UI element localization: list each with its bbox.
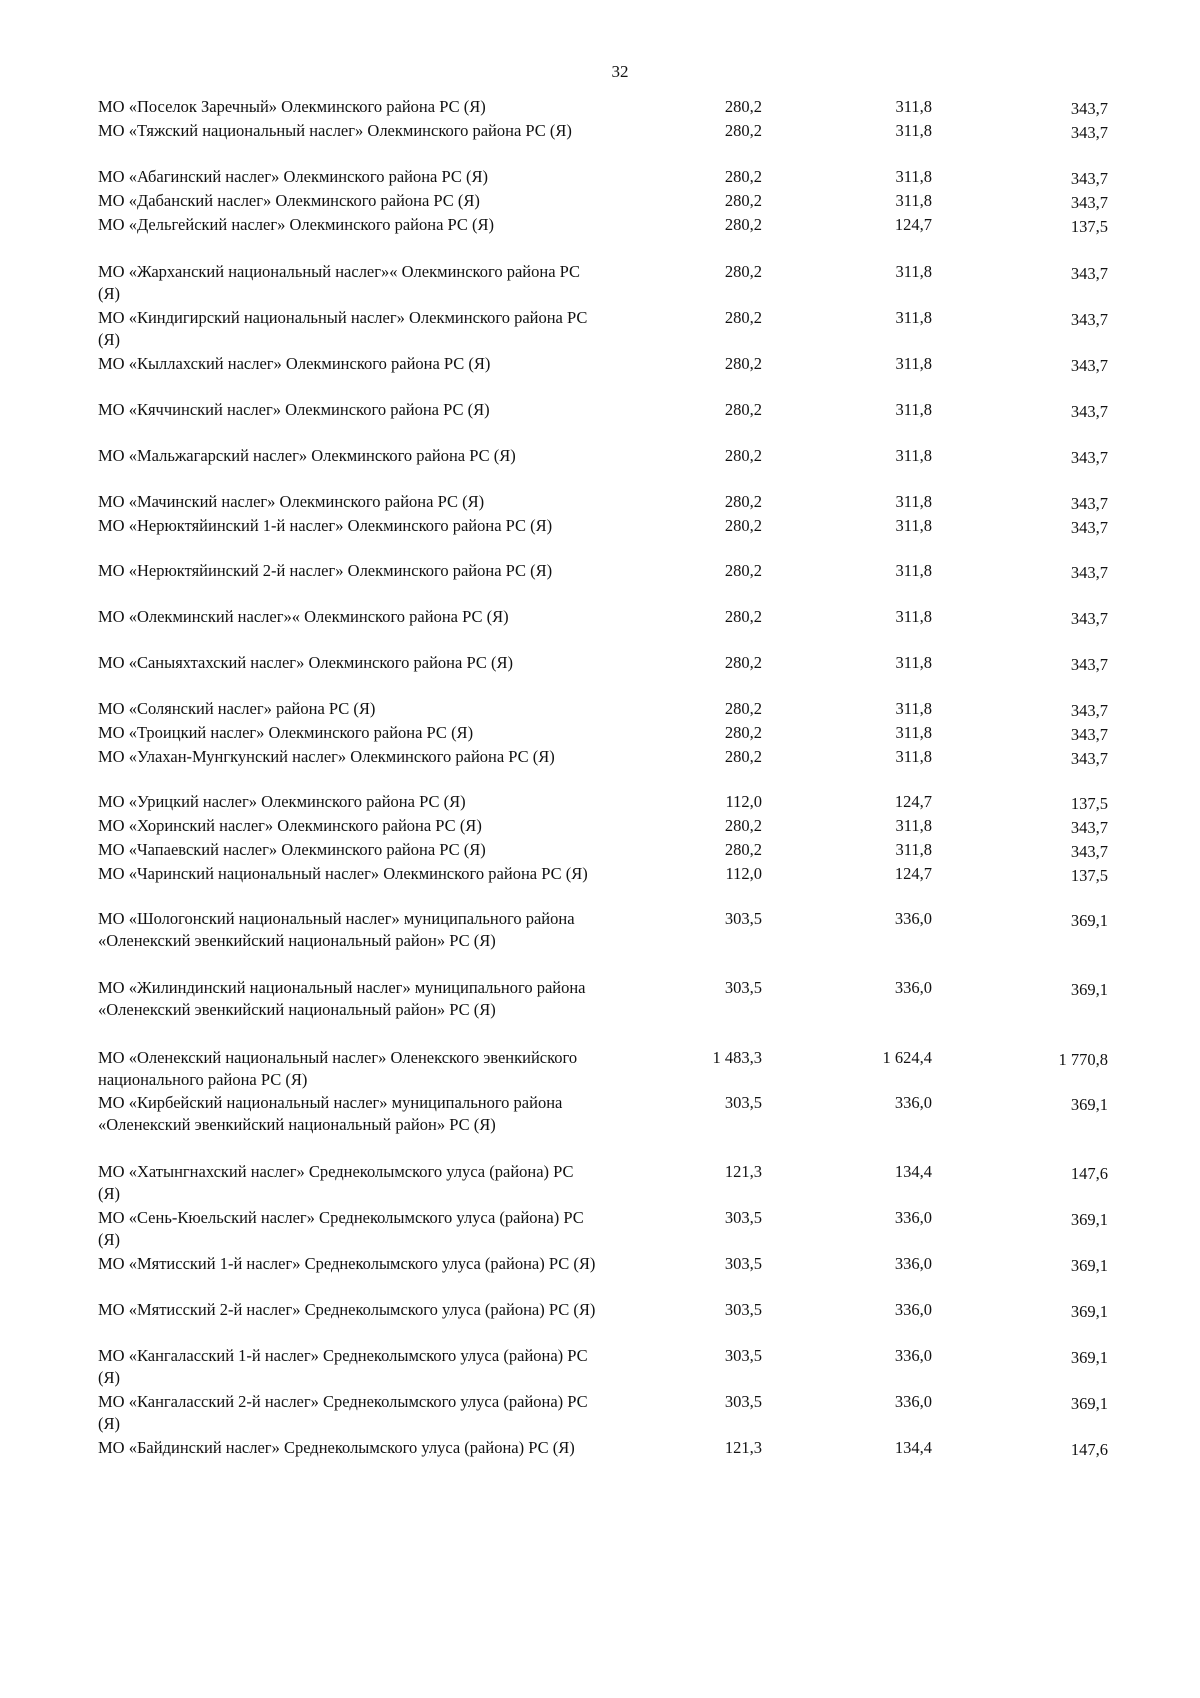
row-name: МО «Кяччинский наслег» Олекминского района РС (Я) (98, 400, 490, 419)
value-col-3: 369,1 (1070, 1394, 1108, 1413)
value-col-2: 1 624,4 (882, 1048, 932, 1067)
value-col-2: 336,0 (894, 1300, 932, 1319)
value-col-2: 311,8 (895, 354, 932, 373)
value-col-1: 280,2 (724, 308, 762, 327)
row-name: МО «Шологонский национальный наслег» муниципального района «Оленекский эвенкийский национальный район» РС (Я) (98, 909, 575, 950)
value-col-3: 343,7 (1070, 169, 1108, 188)
value-col-3: 369,1 (1070, 1210, 1108, 1229)
table-row (0, 908, 1200, 977)
value-col-1: 303,5 (724, 1300, 762, 1319)
value-col-3: 137,5 (1070, 217, 1108, 236)
table-row (0, 261, 1200, 307)
row-name: МО «Урицкий наслег» Олекминского района РС (Я) (98, 792, 466, 811)
table-row (0, 491, 1200, 515)
value-col-2: 336,0 (894, 1093, 932, 1112)
value-col-1: 303,5 (724, 1346, 762, 1365)
value-col-2: 311,8 (895, 516, 932, 535)
row-name: МО «Чапаевский наслег» Олекминского района РС (Я) (98, 840, 486, 859)
table-row (0, 307, 1200, 353)
table-row (0, 1345, 1200, 1391)
row-name: МО «Троицкий наслег» Олекминского района РС (Я) (98, 723, 474, 742)
row-name: МО «Кирбейский национальный наслег» муниципального района «Оленекский эвенкийский национальный район» РС (Я) (98, 1093, 563, 1134)
value-col-2: 124,7 (894, 215, 932, 234)
row-name: МО «Оленекский национальный наслег» Оленекского эвенкийского национального района РС (Я) (98, 1048, 578, 1089)
value-col-2: 311,8 (895, 167, 932, 186)
table-row (0, 815, 1200, 839)
table-row (0, 1092, 1200, 1161)
table-row (0, 606, 1200, 652)
table-row (0, 722, 1200, 746)
row-name: МО «Кангаласский 1-й наслег» Среднеколымского улуса (района) РС (Я) (98, 1346, 588, 1387)
value-col-3: 369,1 (1070, 1302, 1108, 1321)
value-col-1: 280,2 (724, 167, 762, 186)
value-col-1: 280,2 (724, 97, 762, 116)
value-col-1: 280,2 (724, 191, 762, 210)
value-col-3: 343,7 (1070, 701, 1108, 720)
value-col-2: 311,8 (895, 699, 932, 718)
value-col-3: 369,1 (1070, 1348, 1108, 1367)
row-name: МО «Поселок Заречный» Олекминского района РС (Я) (98, 97, 486, 116)
table-row (0, 353, 1200, 399)
row-name: МО «Тяжский национальный наслег» Олекминского района РС (Я) (98, 121, 572, 140)
value-col-2: 311,8 (895, 262, 932, 281)
value-col-1: 280,2 (724, 561, 762, 580)
value-col-2: 311,8 (895, 400, 932, 419)
table-row (0, 977, 1200, 1047)
row-name: МО «Хоринский наслег» Олекминского района РС (Я) (98, 816, 482, 835)
value-col-3: 343,7 (1070, 725, 1108, 744)
table-row (0, 1161, 1200, 1207)
row-name: МО «Мальжагарский наслег» Олекминского района РС (Я) (98, 446, 516, 465)
table-row (0, 190, 1200, 214)
row-name: МО «Мятисский 2-й наслег» Среднеколымского улуса (района) РС (Я) (98, 1300, 596, 1319)
value-col-1: 280,2 (724, 121, 762, 140)
value-col-3: 343,7 (1070, 193, 1108, 212)
value-col-1: 280,2 (724, 816, 762, 835)
value-col-2: 336,0 (894, 1392, 932, 1411)
value-col-1: 303,5 (724, 1254, 762, 1273)
value-col-3: 343,7 (1070, 494, 1108, 513)
table-row (0, 1391, 1200, 1437)
value-col-1: 303,5 (724, 909, 762, 928)
row-name: МО «Байдинский наслег» Среднеколымского улуса (района) РС (Я) (98, 1438, 575, 1457)
value-col-2: 311,8 (895, 840, 932, 859)
value-col-1: 303,5 (724, 1093, 762, 1112)
value-col-1: 280,2 (724, 653, 762, 672)
value-col-2: 311,8 (895, 747, 932, 766)
value-col-2: 336,0 (894, 1208, 932, 1227)
row-name: МО «Саныяхтахский наслег» Олекминского района РС (Я) (98, 653, 513, 672)
row-name: МО «Мачинский наслег» Олекминского района РС (Я) (98, 492, 485, 511)
table-row (0, 399, 1200, 445)
value-col-3: 343,7 (1070, 655, 1108, 674)
value-col-2: 134,4 (894, 1162, 932, 1181)
table-row (0, 1047, 1200, 1092)
value-col-2: 124,7 (894, 792, 932, 811)
value-col-2: 311,8 (895, 121, 932, 140)
row-name: МО «Солянский наслег» района РС (Я) (98, 699, 376, 718)
value-col-3: 343,7 (1070, 356, 1108, 375)
subsidy-table (0, 96, 1200, 1483)
value-col-1: 303,5 (724, 1392, 762, 1411)
row-name: МО «Чаринский национальный наслег» Олекминского района РС (Я) (98, 864, 588, 883)
page-number: 32 (611, 62, 629, 81)
value-col-3: 343,7 (1070, 448, 1108, 467)
value-col-1: 303,5 (724, 1208, 762, 1227)
table-row (0, 445, 1200, 491)
value-col-2: 311,8 (895, 653, 932, 672)
value-col-2: 311,8 (895, 308, 932, 327)
row-name: МО «Киндигирский национальный наслег» Олекминского района РС (Я) (98, 308, 588, 349)
value-col-2: 336,0 (894, 1346, 932, 1365)
value-col-2: 336,0 (894, 978, 932, 997)
value-col-3: 1 770,8 (1058, 1050, 1108, 1069)
table-row (0, 120, 1200, 166)
value-col-1: 112,0 (725, 864, 762, 883)
row-name: МО «Улахан-Мунгкунский наслег» Олекминского района РС (Я) (98, 747, 555, 766)
value-col-3: 137,5 (1070, 866, 1108, 885)
row-name: МО «Хатынгнахский наслег» Среднеколымского улуса (района) РС (Я) (98, 1162, 574, 1203)
value-col-2: 311,8 (895, 607, 932, 626)
row-name: МО «Нерюктяйинский 2-й наслег» Олекминского района РС (Я) (98, 561, 553, 580)
row-name: МО «Жарханский национальный наслег»« Олекминского района РС (Я) (98, 262, 581, 303)
value-col-1: 280,2 (724, 840, 762, 859)
value-col-1: 280,2 (724, 516, 762, 535)
row-name: МО «Сень-Кюельский наслег» Среднеколымского улуса (района) РС (Я) (98, 1208, 584, 1249)
value-col-3: 343,7 (1070, 99, 1108, 118)
value-col-3: 369,1 (1070, 980, 1108, 999)
value-col-1: 303,5 (724, 978, 762, 997)
value-col-1: 280,2 (724, 400, 762, 419)
value-col-3: 343,7 (1070, 563, 1108, 582)
value-col-3: 369,1 (1070, 1256, 1108, 1275)
table-row (0, 166, 1200, 190)
value-col-3: 343,7 (1070, 818, 1108, 837)
value-col-1: 1 483,3 (712, 1048, 762, 1067)
row-name: МО «Олекминский наслег»« Олекминского района РС (Я) (98, 607, 509, 626)
table-row (0, 839, 1200, 863)
value-col-3: 137,5 (1070, 794, 1108, 813)
table-row (0, 1253, 1200, 1299)
value-col-3: 343,7 (1070, 310, 1108, 329)
row-name: МО «Дельгейский наслег» Олекминского района РС (Я) (98, 215, 495, 234)
value-col-3: 343,7 (1070, 123, 1108, 142)
value-col-3: 343,7 (1070, 749, 1108, 768)
value-col-1: 112,0 (725, 792, 762, 811)
table-row (0, 515, 1200, 560)
row-name: МО «Мятисский 1-й наслег» Среднеколымского улуса (района) РС (Я) (98, 1254, 596, 1273)
value-col-2: 311,8 (895, 816, 932, 835)
row-name: МО «Жилиндинский национальный наслег» муниципального района «Оленекский эвенкийский национальный район» РС (Я) (98, 978, 586, 1019)
value-col-1: 280,2 (724, 354, 762, 373)
row-name: МО «Дабанский наслег» Олекминского района РС (Я) (98, 191, 480, 210)
value-col-3: 147,6 (1070, 1440, 1108, 1459)
value-col-3: 343,7 (1070, 609, 1108, 628)
table-row (0, 1437, 1200, 1483)
table-row (0, 560, 1200, 606)
value-col-1: 280,2 (724, 262, 762, 281)
row-name: МО «Кангаласский 2-й наслег» Среднеколымского улуса (района) РС (Я) (98, 1392, 588, 1433)
table-row (0, 96, 1200, 120)
value-col-1: 280,2 (724, 747, 762, 766)
value-col-1: 121,3 (724, 1438, 762, 1457)
value-col-2: 311,8 (895, 561, 932, 580)
table-row (0, 698, 1200, 722)
table-row (0, 863, 1200, 908)
value-col-3: 343,7 (1070, 518, 1108, 537)
value-col-2: 311,8 (895, 97, 932, 116)
table-row (0, 652, 1200, 698)
value-col-3: 343,7 (1070, 842, 1108, 861)
table-row (0, 746, 1200, 791)
table-row (0, 214, 1200, 261)
value-col-3: 369,1 (1070, 1095, 1108, 1114)
value-col-3: 147,6 (1070, 1164, 1108, 1183)
value-col-1: 280,2 (724, 699, 762, 718)
value-col-2: 311,8 (895, 492, 932, 511)
value-col-3: 369,1 (1070, 911, 1108, 930)
table-row (0, 1299, 1200, 1345)
row-name: МО «Нерюктяйинский 1-й наслег» Олекминского района РС (Я) (98, 516, 553, 535)
value-col-3: 343,7 (1070, 264, 1108, 283)
value-col-2: 336,0 (894, 1254, 932, 1273)
value-col-1: 280,2 (724, 723, 762, 742)
value-col-3: 343,7 (1070, 402, 1108, 421)
row-name: МО «Кыллахский наслег» Олекминского района РС (Я) (98, 354, 491, 373)
value-col-2: 311,8 (895, 446, 932, 465)
value-col-2: 336,0 (894, 909, 932, 928)
value-col-1: 121,3 (724, 1162, 762, 1181)
row-name: МО «Абагинский наслег» Олекминского района РС (Я) (98, 167, 488, 186)
table-row (0, 791, 1200, 815)
value-col-1: 280,2 (724, 492, 762, 511)
value-col-2: 134,4 (894, 1438, 932, 1457)
value-col-1: 280,2 (724, 446, 762, 465)
value-col-2: 311,8 (895, 191, 932, 210)
value-col-1: 280,2 (724, 215, 762, 234)
value-col-2: 311,8 (895, 723, 932, 742)
value-col-1: 280,2 (724, 607, 762, 626)
value-col-2: 124,7 (894, 864, 932, 883)
table-row (0, 1207, 1200, 1253)
